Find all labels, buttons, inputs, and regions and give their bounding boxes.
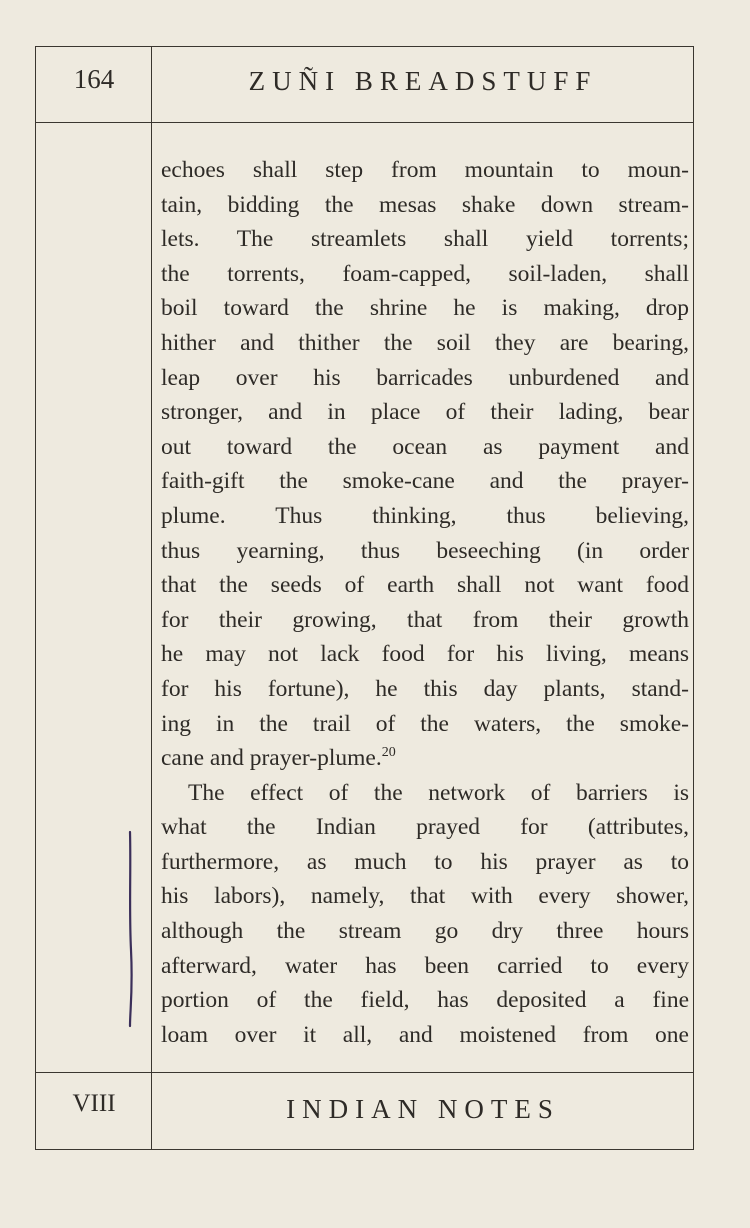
- text-line: that the seeds of earth shall not want food: [161, 572, 689, 599]
- text-line: leap over his barricades unburdened and: [161, 364, 689, 391]
- paragraph-start-line: The effect of the network of barriers is: [188, 779, 689, 806]
- text-line: portion of the field, has deposited a fine: [161, 987, 689, 1014]
- text-line: tain, bidding the mesas shake down stream-: [161, 191, 689, 218]
- text-line: lets. The streamlets shall yield torrents;: [161, 226, 689, 253]
- text-line: for his fortune), he this day plants, stand-: [161, 675, 689, 702]
- text-line: ing in the trail of the waters, the smoke-: [161, 710, 689, 737]
- text-line: plume. Thus thinking, thus believing,: [161, 502, 689, 529]
- text-line: for their growing, that from their growth: [161, 606, 689, 633]
- series-title: INDIAN NOTES: [286, 1094, 560, 1124]
- text-line-content: cane and prayer-plume.: [161, 745, 382, 772]
- footer-rule: [35, 1072, 694, 1073]
- page-number: 164: [73, 64, 115, 94]
- text-line: stronger, and in place of their lading, bear: [161, 399, 689, 426]
- text-line: hither and thither the soil they are bearing,: [161, 329, 689, 356]
- margin-column-rule: [151, 46, 152, 1150]
- text-line: echoes shall step from mountain to moun-: [161, 157, 689, 183]
- paragraph-end-line: [161, 741, 689, 776]
- section-number: VIII: [72, 1090, 116, 1117]
- text-line: he may not lack food for his living, means: [161, 641, 689, 668]
- handwritten-margin-mark: [126, 830, 134, 1030]
- text-line: out toward the ocean as payment and: [161, 433, 689, 460]
- footnote-ref: 20: [381, 745, 396, 761]
- text-line: what the Indian prayed for (attributes,: [161, 814, 689, 841]
- text-line: his labors), namely, that with every shower,: [161, 883, 689, 910]
- text-line: the torrents, foam-capped, soil-laden, shall: [161, 260, 689, 287]
- text-line: thus yearning, thus beseeching (in order: [161, 537, 689, 564]
- body-text: [161, 153, 689, 1052]
- text-line: afterward, water has been carried to every: [161, 952, 689, 979]
- text-line: although the stream go dry three hours: [161, 918, 689, 945]
- text-line: boil toward the shrine he is making, drop: [161, 295, 689, 322]
- running-head: ZUÑI BREADSTUFF: [248, 66, 598, 96]
- text-line: loam over it all, and moistened from one: [161, 1021, 689, 1048]
- header-rule: [35, 122, 694, 123]
- text-line: faith-gift the smoke-cane and the prayer-: [161, 468, 689, 495]
- text-line: furthermore, as much to his prayer as to: [161, 848, 689, 875]
